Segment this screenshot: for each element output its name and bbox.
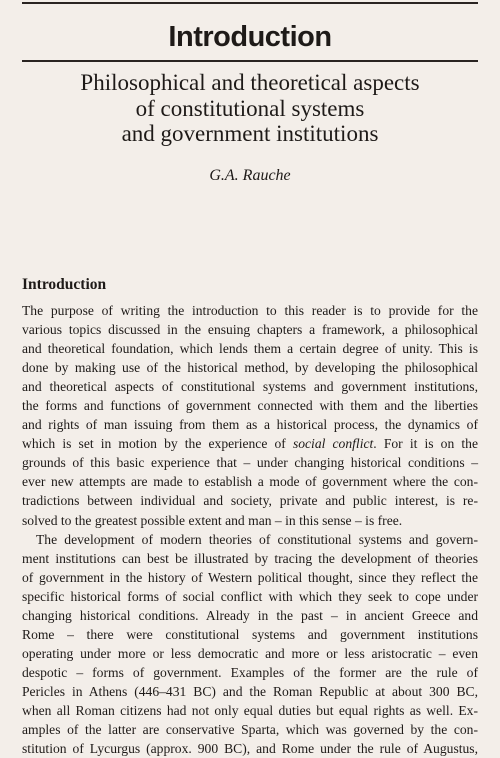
text-line: and theoretical foundation, which lends them a certain degree of unity. This is [22,341,478,357]
chapter-subtitle [20,70,480,147]
text-line: solved to the greatest possible extent and man – in this sense – is free. [22,512,403,528]
text-segment: which is set in motion by the experience of [22,436,286,452]
text-line: grounds of this basic experience that – under changing historical conditions – [22,455,478,471]
text-line: The purpose of writing the introduction to this reader is to provide for the [22,303,478,318]
text-line: various topics discussed in the ensuing chapters a framework, a philosophical [22,322,478,338]
text-line: despotic – forms of government. Examples of the former are the rule of [22,664,478,680]
title-rule [22,60,478,62]
text-line: done by making use of the historical method, by developing the philosophical [22,360,478,376]
text-line: and theoretical aspects of constitutional systems and government institutions, [22,379,478,395]
text-line: specific historical forms of social conflict with which they seek to cope under [22,588,478,604]
text-line: amples of the latter are conservative Sparta, which was governed by the con- [22,722,478,738]
text-line: operating under more or less democratic and more or less aristocratic – even [22,645,478,661]
emphasis-social-conflict: social conflict [292,436,374,452]
text-line: the forms and functions of government connected with them and the liberties [22,398,478,414]
text-line: changing historical conditions. Already in the past – in ancient Greece and [22,607,478,623]
text-line: when all Roman citizens had not only equal duties but equal rights as well. Ex- [22,702,478,718]
text-line: stitution of Lycurgus (approx. 900 BC), and Rome under the rule of Augustus, [22,741,478,757]
section-heading: Introduction [22,276,107,293]
text-line: and rights of man issuing from them as a historical process, the dynamics of [22,417,478,433]
top-rule [22,2,478,4]
text-segment: . For it is on the [373,436,478,452]
text-line: Pericles in Athens (446–431 BC) and the Roman Republic at about 300 BC, [22,683,478,699]
chapter-title: Introduction [168,21,332,53]
text-line: tradictions between individual and society, private and public interest, is re- [22,493,478,509]
author-name: G.A. Rauche [209,167,291,184]
text-line: The development of modern theories of constitutional systems and govern- [36,531,478,547]
subtitle-line: Philosophical and theoretical aspects [80,70,420,95]
subtitle-line: of constitutional systems [135,95,365,121]
subtitle-line: and government institutions [121,121,379,146]
text-line: Rome – there were constitutional systems and government institutions [22,626,478,642]
text-line: ever new attempts are made to establish a mode of government where the con- [22,474,478,490]
text-line: ment institutions can best be illustrated by tracing the development of theories [22,550,478,566]
body-text [22,301,478,758]
text-line: of government in the history of Western political thought, since they reflect the [22,569,478,585]
text-line [22,434,478,453]
